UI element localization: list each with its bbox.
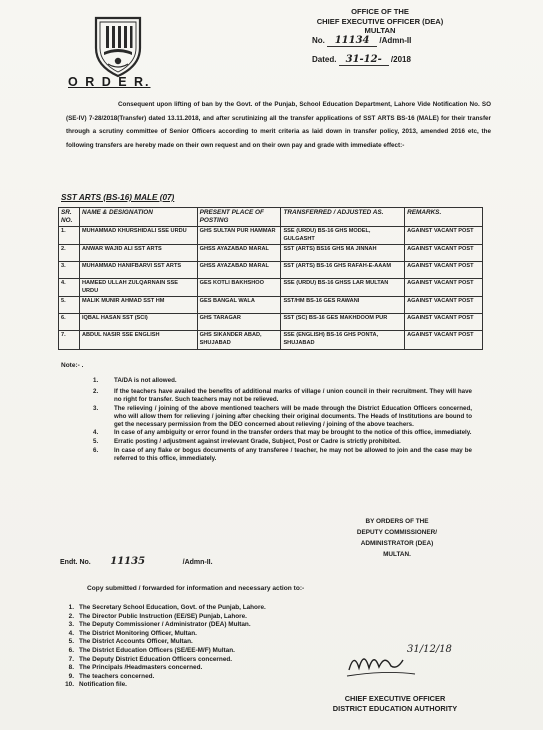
- table-row: [59, 245, 483, 262]
- order-number-suffix: /Admn-II: [379, 36, 412, 45]
- copy-number: 1.: [68, 604, 74, 611]
- endorsement-line: [60, 556, 213, 567]
- note-number: 3.: [93, 404, 99, 412]
- cell-transferred: SST (ARTS) BS16 GHS MA JINNAH: [281, 245, 405, 262]
- cell-transferred: SST/HM BS-16 GES RAWANI: [281, 297, 405, 314]
- cell-name: HAMEED ULLAH ZULQARNAIN SSE URDU: [79, 279, 197, 297]
- list-item: [54, 656, 344, 665]
- note-text: If the teachers have availed the benefits of additional marks of village / union council in their recruitment. They will have no right for transfer. Such teachers may not be relieved.: [114, 387, 472, 403]
- header-remarks: REMARKS.: [405, 208, 483, 227]
- list-item: [54, 613, 344, 622]
- copy-number: 8.: [68, 664, 74, 672]
- copy-number: 7.: [68, 655, 74, 663]
- table-row: [59, 227, 483, 245]
- copy-number: 10.: [65, 681, 74, 689]
- header-present-posting: PRESENT PLACE OF POSTING: [197, 208, 281, 227]
- cell-name: MUHAMMAD HANIFBARVI SST ARTS: [79, 262, 197, 279]
- header-name-designation: NAME & DESIGNATION: [79, 208, 197, 227]
- copy-intro: Copy submitted / forwarded for information and necessary action to:-: [87, 585, 305, 592]
- copy-list: [54, 604, 344, 690]
- list-item: [87, 447, 477, 463]
- table-row: [59, 279, 483, 297]
- cell-name: MALIK MUNIR AHMAD SST HM: [79, 297, 197, 314]
- cell-transferred: SSE (URDU) BS-16 GHSS LAR MULTAN: [281, 279, 405, 297]
- table-header-row: [59, 208, 483, 227]
- list-item: [87, 429, 477, 437]
- list-item: [54, 621, 344, 630]
- note-text: The relieving / joining of the above mentioned teachers will be made through the District Education Officers concerned, who will allow them for relieving / joining after checking their original documents. The Heads of Institutions are bound to get the necessary permission from the DEO concerned about relieving / joining of the above teachers.: [114, 404, 472, 428]
- cell-remarks: AGAINST VACANT POST: [405, 297, 483, 314]
- order-number-label: No.: [312, 36, 325, 45]
- by-orders-line-2: DEPUTY COMMISSIONER/: [356, 529, 438, 536]
- cell-transferred: SSE (ENGLISH) BS-16 GHS PONTA, SHUJABAD: [281, 331, 405, 349]
- list-item: [87, 438, 477, 446]
- cell-sr: 2.: [59, 245, 80, 262]
- copy-number: 2.: [68, 612, 74, 620]
- copy-text: The teachers concerned.: [79, 672, 155, 680]
- note-text: TA/DA is not allowed.: [114, 377, 177, 384]
- list-item: [54, 647, 344, 656]
- list-item: [87, 388, 477, 404]
- cell-present: GES KOTLI BAKHSHOO: [197, 279, 281, 297]
- cell-remarks: AGAINST VACANT POST: [405, 314, 483, 331]
- table-row: [59, 331, 483, 349]
- by-orders-line-3: ADMINISTRATOR (DEA): [360, 540, 434, 547]
- cell-remarks: AGAINST VACANT POST: [405, 262, 483, 279]
- copy-text: The District Accounts Officer, Multan.: [79, 638, 193, 646]
- notes-list: [87, 377, 477, 464]
- cell-present: GHS SIKANDER ABAD, SHUJABAD: [197, 331, 281, 349]
- note-number: 2.: [93, 387, 99, 395]
- signature-date-handwritten: 31/12/18: [407, 644, 452, 655]
- cell-remarks: AGAINST VACANT POST: [405, 245, 483, 262]
- endorsement-label: Endt. No.: [60, 559, 91, 566]
- list-item: [54, 673, 344, 682]
- list-item: [54, 604, 344, 613]
- note-text: Erratic posting / adjustment against irrelevant Grade, Subject, Post or Cadre is strictly prohibited.: [114, 438, 401, 446]
- cell-sr: 1.: [59, 227, 80, 245]
- copy-text: Notification file.: [79, 681, 127, 689]
- cell-name: ANWAR WAJID ALI SST ARTS: [79, 245, 197, 262]
- by-orders-line-1: BY ORDERS OF THE: [365, 518, 429, 525]
- cell-sr: 3.: [59, 262, 80, 279]
- cell-present: GHS SULTAN PUR HAMMAR: [197, 227, 281, 245]
- office-header: [270, 7, 490, 36]
- cell-present: GHSS AYAZABAD MARAL: [197, 245, 281, 262]
- table-row: [59, 297, 483, 314]
- endorsement-number-handwritten: 11135: [110, 556, 146, 567]
- note-number: 1.: [93, 377, 99, 384]
- ceo-line-2: DISTRICT EDUCATION AUTHORITY: [332, 703, 458, 713]
- by-orders-line-4: MULTAN.: [383, 551, 411, 558]
- endorsement-suffix: /Admn-II.: [182, 559, 213, 566]
- copy-number: 9.: [68, 672, 74, 680]
- note-number: 4.: [93, 429, 99, 437]
- cell-name: MUHAMMAD KHURSHIDALI SSE URDU: [79, 227, 197, 245]
- list-item: [54, 638, 344, 647]
- copy-text: The Deputy District Education Officers concerned.: [79, 655, 233, 663]
- cell-present: GES BANGAL WALA: [197, 297, 281, 314]
- cell-transferred: SST (ARTS) BS-16 GHS RAFAH-E-AAAM: [281, 262, 405, 279]
- cell-name: IQBAL HASAN SST (SCI): [79, 314, 197, 331]
- order-number-handwritten: 11134: [327, 35, 377, 47]
- cell-name: ABDUL NASIR SSE ENGLISH: [79, 331, 197, 349]
- dated-line: [312, 54, 411, 66]
- table-row: [59, 314, 483, 331]
- punjab-emblem-logo: [86, 14, 150, 80]
- dated-year: /2018: [390, 55, 411, 64]
- cell-sr: 6.: [59, 314, 80, 331]
- copy-text: The Principals /Headmasters concerned.: [79, 664, 203, 672]
- note-number: 5.: [93, 438, 99, 446]
- office-line-1: OFFICE OF THE: [351, 7, 409, 16]
- dated-handwritten: 31-12-: [339, 54, 389, 66]
- cell-remarks: AGAINST VACANT POST: [405, 279, 483, 297]
- by-orders-block: [322, 516, 472, 560]
- copy-number: 5.: [68, 638, 74, 646]
- copy-text: The Secretary School Education, Govt. of the Punjab, Lahore.: [79, 604, 266, 611]
- copy-text: The District Education Officers (SE/EE-M/F) Multan.: [79, 646, 235, 654]
- cell-present: GHSS AYAZABAD MARAL: [197, 262, 281, 279]
- handwritten-signature: [345, 640, 475, 682]
- header-sr-no: SR. NO.: [59, 208, 80, 227]
- transfer-table: [58, 207, 483, 350]
- list-item: [87, 377, 477, 385]
- copy-number: 6.: [68, 646, 74, 654]
- list-item: [54, 681, 344, 690]
- note-number: 6.: [93, 447, 99, 455]
- order-number-line: [312, 35, 411, 47]
- cell-remarks: AGAINST VACANT POST: [405, 227, 483, 245]
- dated-label: Dated.: [312, 55, 337, 64]
- note-text: In case of any flake or bogus documents of any transferee / teacher, he may not be allowed to join and the case may be referred to this office, immediately.: [114, 447, 472, 463]
- cell-sr: 5.: [59, 297, 80, 314]
- table-row: [59, 262, 483, 279]
- list-item: [54, 664, 344, 673]
- cell-sr: 7.: [59, 331, 80, 349]
- order-paragraph: Consequent upon lifting of ban by the Govt. of the Punjab, School Education Department, Lahore Vide Notification No. SO (SE-IV) 7-28/2018(Transfer) dated 13.11.2018, and after scrutinizing all the transfer applications of SST ARTS BS-16 (MALE) for their transfer through a scrutiny committee of Senior Officers according to merit criteria as laid down in transfer policy, 2013, amended 2016 etc, the following transfers are hereby made on their own request and on their own pay and grade with immediate effect:-: [66, 101, 491, 149]
- note-label: Note:- .: [61, 362, 84, 369]
- order-title: O R D E R.: [68, 75, 151, 89]
- table-title: SST ARTS (BS-16) MALE (07): [61, 193, 175, 202]
- cell-transferred: SST (SC) BS-16 GES MAKHDOOM PUR: [281, 314, 405, 331]
- copy-text: The District Monitoring Officer, Multan.: [79, 629, 197, 637]
- cell-remarks: AGAINST VACANT POST: [405, 331, 483, 349]
- office-line-3: MULTAN: [364, 26, 396, 35]
- copy-text: The Deputy Commissioner / Administrator (DEA) Multan.: [79, 621, 251, 629]
- copy-number: 4.: [68, 629, 74, 637]
- copy-text: The Director Public Instruction (EE/SE) Punjab, Lahore.: [79, 612, 247, 620]
- ceo-line-1: CHIEF EXECUTIVE OFFICER: [344, 694, 446, 703]
- list-item: [87, 405, 477, 429]
- note-text: In case of any ambiguity or error found in the transfer orders that may be brought to the notice of this office, immediately.: [114, 429, 472, 437]
- header-transferred-as: TRANSFERRED / ADJUSTED AS.: [281, 208, 405, 227]
- cell-sr: 4.: [59, 279, 80, 297]
- ceo-designation-stamp: [305, 694, 485, 713]
- cell-present: GHS TARAGAR: [197, 314, 281, 331]
- office-line-2: CHIEF EXECUTIVE OFFICER (DEA): [316, 16, 444, 26]
- copy-number: 3.: [68, 621, 74, 629]
- cell-transferred: SSE (URDU) BS-16 GHS MODEL, GULGASHT: [281, 227, 405, 245]
- list-item: [54, 630, 344, 639]
